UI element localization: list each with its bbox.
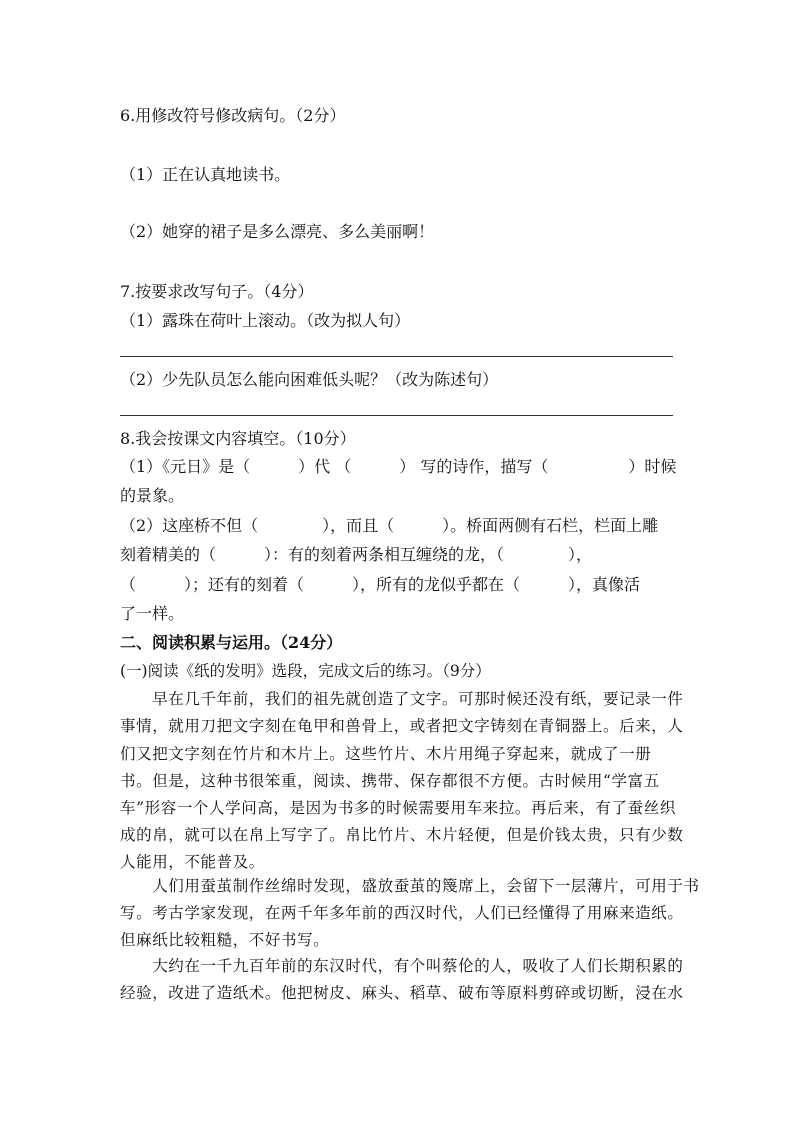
passage-p2-line-3: 但麻纸比较粗糙，不好书写。 [120, 931, 330, 949]
question-6-item-2: （2）她穿的裙子是多么漂亮、多么美丽啊！ [120, 222, 435, 241]
section-2-title: 二、阅读积累与运用。（24分） [120, 633, 343, 652]
answer-line-2[interactable] [120, 415, 673, 416]
question-6-title: 6.用修改符号修改病句。（2分） [120, 106, 346, 125]
question-8-title: 8.我会按课文内容填空。（10分） [120, 429, 356, 448]
passage-p1-line-4: 书。但是，这种书很笨重，阅读、携带、保存都很不方便。古时候用“学富五 [120, 772, 660, 790]
passage-p1-line-5: 车”形容一个人学问高，是因为书多的时候需要用车来拉。再后来，有了蚕丝织 [120, 799, 676, 817]
question-7-item-1: （1）露珠在荷叶上滚动。（改为拟人句） [120, 311, 411, 330]
question-8-line-5: （ ）；还有的刻着（ ），所有的龙似乎都在（ ），真像活 [120, 575, 641, 594]
passage-p3-line-1: 大约在一千九百年前的东汉时代，有个叫蔡伦的人，吸收了人们长期积累的 [120, 957, 684, 975]
passage-p3-line-2: 经验，改进了造纸术。他把树皮、麻头、稻草、破布等原料剪碎或切断，浸在水 [120, 984, 684, 1002]
question-8-line-3: （2）这座桥不但（ ），而且（ ）。桥面两侧有石栏，栏面上雕 [120, 516, 659, 535]
reading-1-instruction: (一)阅读《纸的发明》选段，完成文后的练习。（9分） [120, 662, 491, 680]
question-6-item-1: （1）正在认真地读书。 [120, 165, 291, 184]
answer-line-1[interactable] [120, 356, 673, 357]
question-8-line-6: 了一样。 [120, 604, 185, 623]
question-7-item-2: （2）少先队员怎么能向困难低头呢？（改为陈述句） [120, 370, 499, 389]
passage-p1-line-7: 人能用，不能普及。 [120, 853, 265, 871]
passage-p2-line-2: 写。考古学家发现，在两千年多年前的西汉时代，人们已经懂得了用麻来造纸。 [120, 904, 684, 922]
passage-p1-line-3: 们又把文字刻在竹片和木片上。这些竹片、木片用绳子穿起来，就成了一册 [120, 745, 652, 763]
passage-p2-line-1: 人们用蚕茧制作丝绵时发现，盛放蚕茧的篾席上，会留下一层薄片，可用于书 [120, 877, 700, 895]
question-8-line-2: 的景象。 [120, 486, 185, 505]
passage-p1-line-2: 事情，就用刀把文字刻在龟甲和兽骨上，或者把文字铸刻在青铜器上。后来，人 [120, 717, 684, 735]
question-8-line-1: （1）《元日》是（ ）代 （ ） 写的诗作，描写（ ）时候 [120, 457, 677, 476]
passage-p1-line-1: 早在几千年前，我们的祖先就创造了文字。可那时候还没有纸，要记录一件 [120, 690, 684, 708]
question-8-line-4: 刻着精美的（ ）：有的刻着两条相互缠绕的龙，（ ）， [120, 545, 593, 564]
question-7-title: 7.按要求改写句子。（4分） [120, 282, 314, 301]
passage-p1-line-6: 成的帛，就可以在帛上写字了。帛比竹片、木片轻便，但是价钱太贵，只有少数 [120, 826, 684, 844]
